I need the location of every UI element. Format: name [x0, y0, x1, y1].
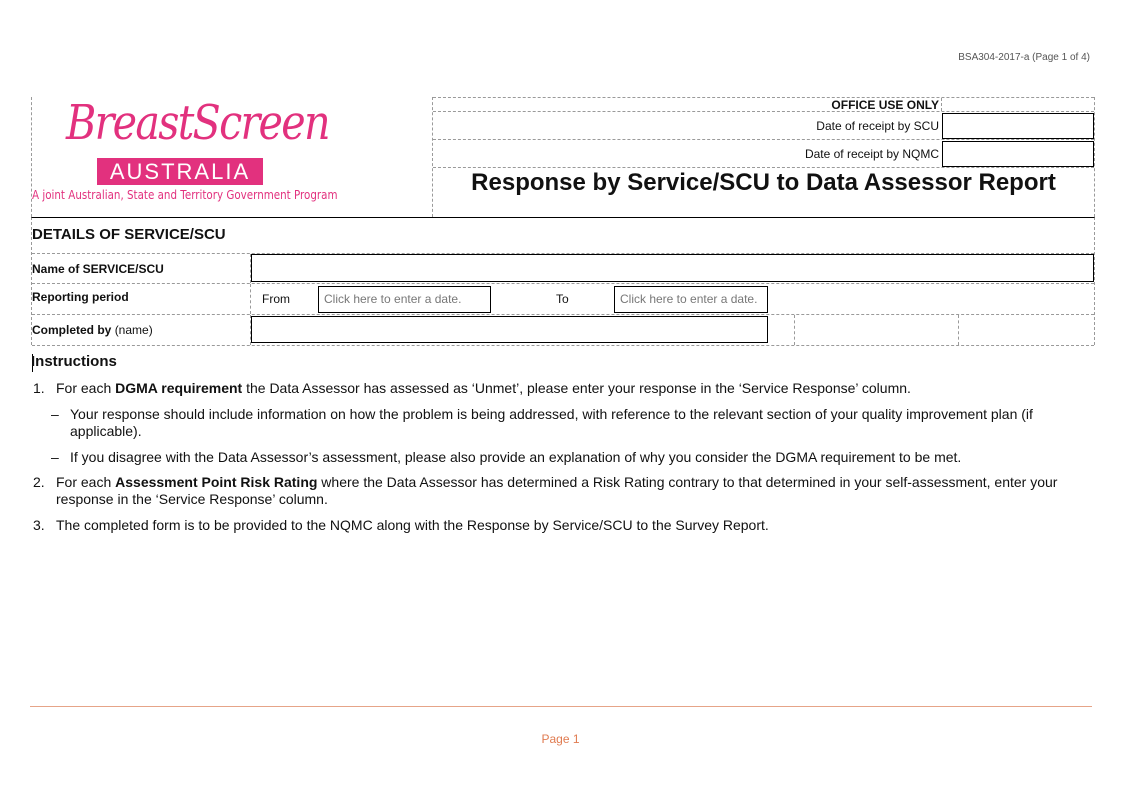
instruction-number: 1. [33, 380, 45, 396]
period-label: Reporting period [32, 290, 129, 304]
logo-wordmark: BreastScreen [66, 95, 329, 151]
completed-by-row [32, 314, 1094, 346]
instruction-text-part: For each [56, 380, 116, 396]
instruction-text-part: the Data Assessor has assessed as ‘Unmet’, please enter your response in the ‘Service Response’ column. [242, 380, 911, 396]
logo-country: AUSTRALIA [97, 158, 263, 185]
receipt-scu-row [433, 111, 1094, 140]
form-header [31, 97, 1095, 217]
from-date-field[interactable]: Click here to enter a date. [318, 286, 491, 313]
instruction-text [56, 474, 1091, 508]
details-heading: DETAILS OF SERVICE/SCU [32, 226, 226, 243]
reporting-period-row [32, 283, 1094, 314]
instruction-dash: – [51, 449, 59, 465]
receipt-scu-field[interactable] [942, 113, 1094, 139]
instruction-text-part: where the Data Assessor has determined a Risk Rating contrary to that determined in your self-assessment, enter your response in the ‘Service Response’ column. [56, 474, 1058, 507]
receipt-nqmc-label: Date of receipt by NQMC [804, 147, 939, 161]
to-label: To [556, 292, 569, 306]
completed-label-text: Completed by [32, 323, 112, 337]
completed-label [32, 323, 153, 337]
breastscreen-logo [32, 95, 338, 207]
name-label: Name of SERVICE/SCU [32, 262, 164, 276]
logo-tagline: A joint Australian, State and Territory Government Program [32, 188, 338, 202]
page-title: Response by Service/SCU to Data Assessor Report [433, 167, 1094, 218]
office-use-cell [941, 98, 1094, 111]
name-row [32, 253, 1094, 283]
instruction-text: If you disagree with the Data Assessor’s assessment, please also provide an explanation of why you consider the DGMA requirement to be met. [70, 449, 962, 465]
instruction-bold-term: DGMA requirement [115, 380, 243, 396]
page-number: Page 1 [541, 732, 580, 746]
office-use-heading: OFFICE USE ONLY [831, 98, 939, 112]
instruction-text-part: For each [56, 474, 116, 490]
to-date-field[interactable]: Click here to enter a date. [614, 286, 768, 313]
instruction-dash: – [51, 406, 59, 422]
column-divider [250, 284, 251, 314]
office-use-section [433, 97, 1094, 167]
blank-cell [958, 315, 959, 345]
service-details-section [31, 217, 1095, 345]
instruction-number: 3. [33, 517, 45, 533]
receipt-nqmc-row [433, 139, 1094, 168]
instruction-text: Your response should include information on how the problem is being addressed, with reference to the relevant section of your quality improvement plan (if applicable). [70, 406, 1033, 439]
instructions-heading: Instructions [31, 353, 117, 370]
receipt-scu-label: Date of receipt by SCU [816, 119, 939, 133]
footer-divider [30, 706, 1092, 707]
instruction-text: The completed form is to be provided to the NQMC along with the Response by Service/SCU to the Survey Report. [56, 517, 769, 533]
receipt-nqmc-field[interactable] [942, 141, 1094, 167]
instruction-bold-term: Assessment Point Risk Rating [115, 474, 318, 490]
document-code: BSA304-2017-a (Page 1 of 4) [958, 52, 1090, 63]
instruction-number: 2. [33, 474, 45, 490]
service-name-field[interactable] [251, 254, 1094, 282]
from-label: From [262, 292, 290, 306]
instruction-text [56, 380, 1091, 397]
blank-cell [794, 315, 795, 345]
office-use-row [433, 97, 1094, 112]
completed-by-field[interactable] [251, 316, 768, 343]
completed-label-suffix: (name) [114, 323, 153, 337]
